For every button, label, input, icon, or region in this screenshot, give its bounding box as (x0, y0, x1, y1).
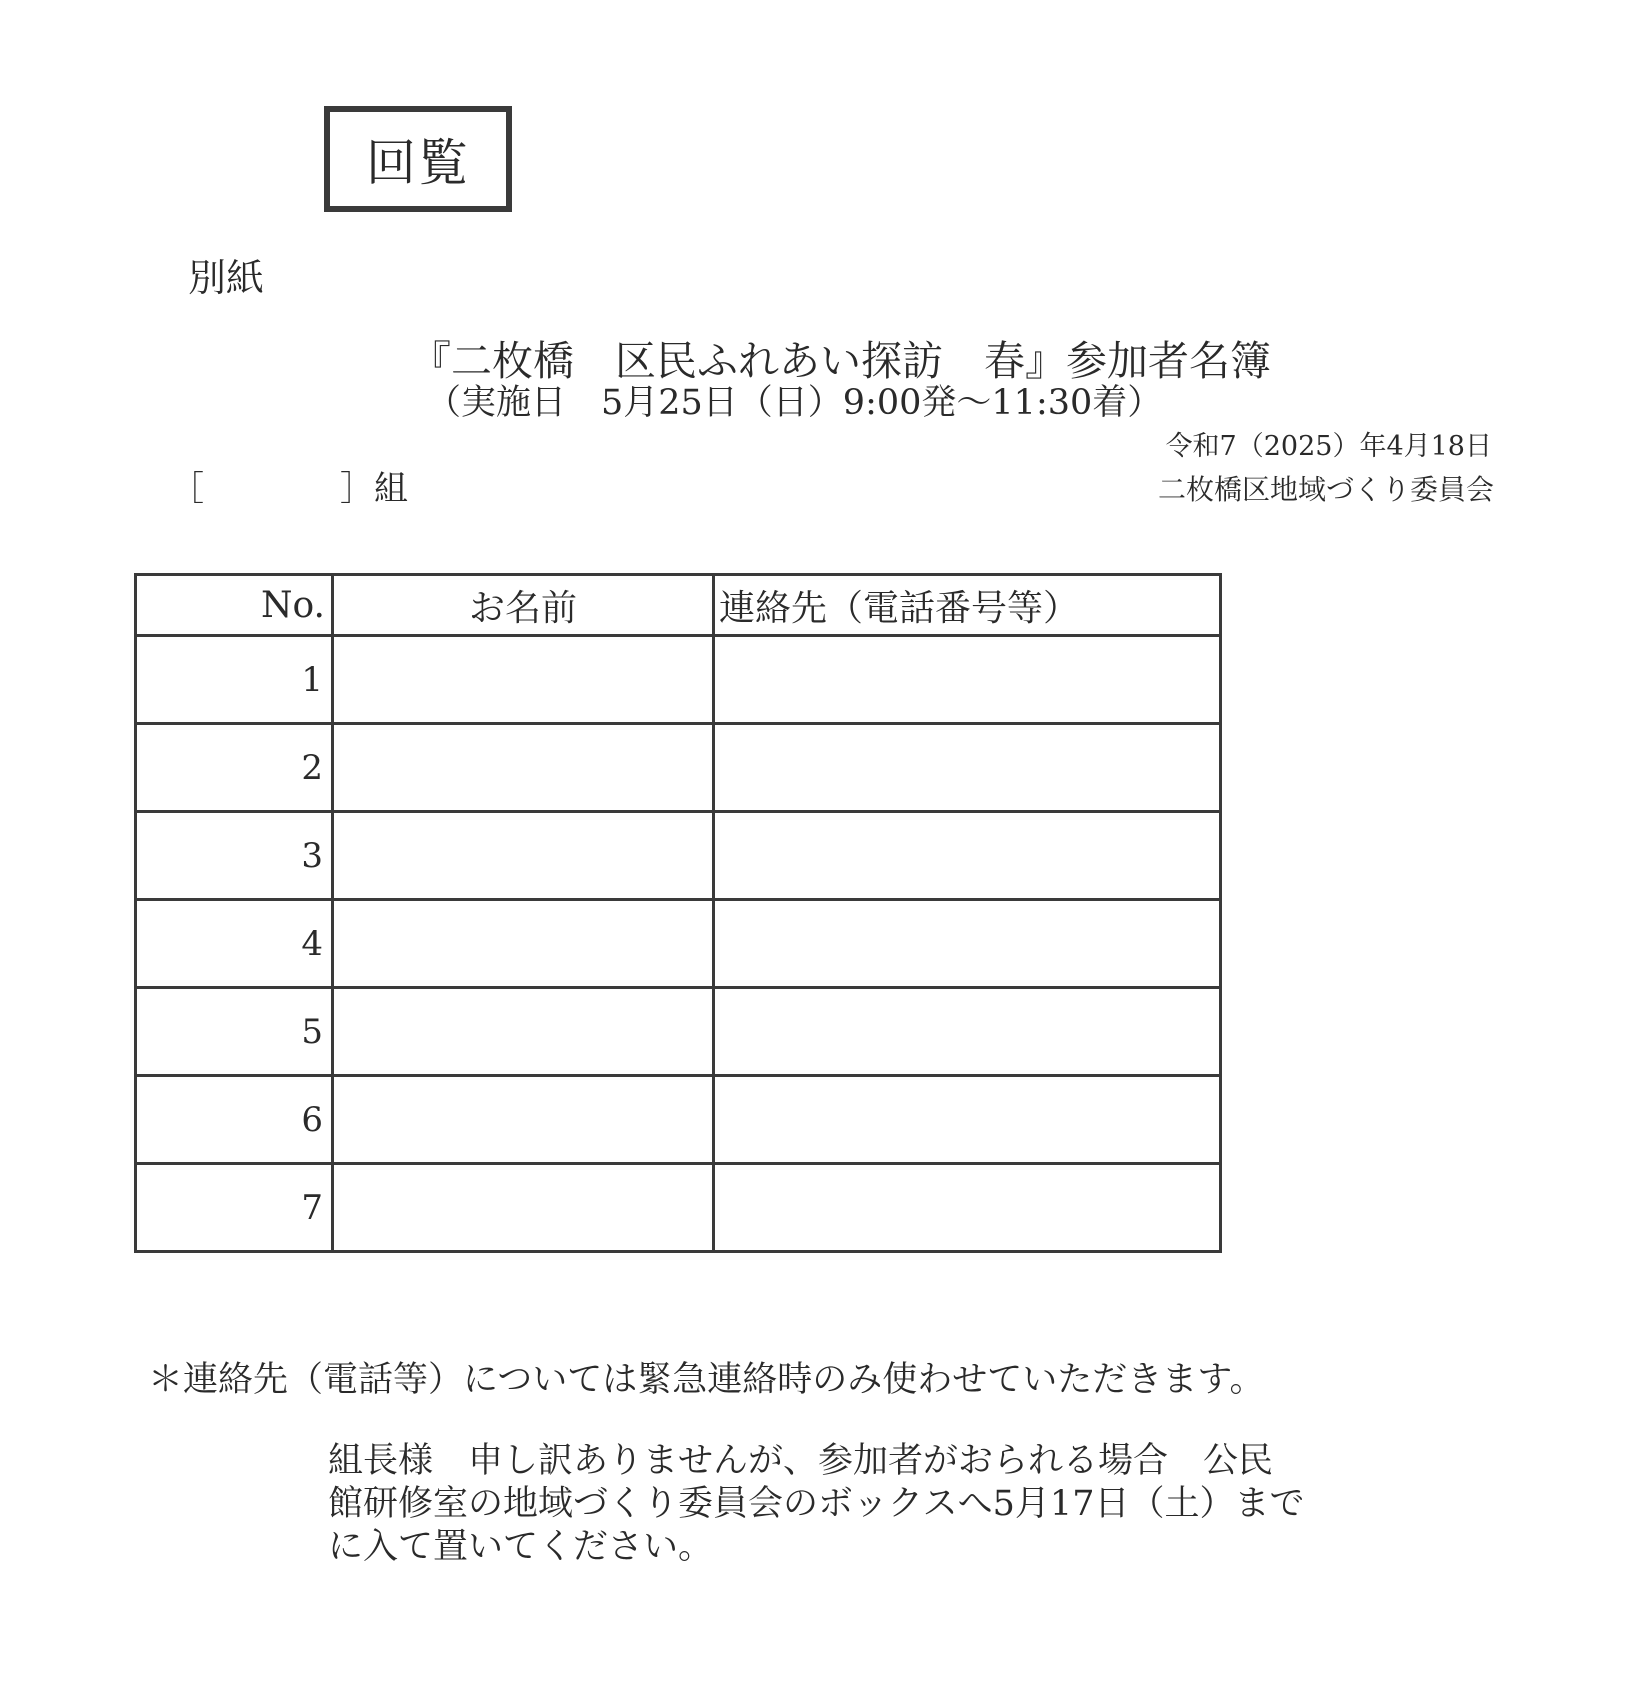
table-row (136, 1164, 1221, 1252)
attachment-label: 別紙 (188, 256, 265, 300)
contact-cell[interactable] (714, 724, 1221, 812)
request-line: 館研修室の地域づくり委員会のボックスへ5月17日（土）まで (328, 1484, 1305, 1524)
kairan-stamp-text: 回覧 (366, 134, 470, 192)
row-number: 6 (136, 1076, 333, 1164)
name-cell[interactable] (333, 900, 714, 988)
table-row (136, 988, 1221, 1076)
issue-date: 令和7（2025）年4月18日 (1165, 431, 1492, 462)
name-cell[interactable] (333, 1164, 714, 1252)
event-schedule: （実施日 5月25日（日）9:00発～11:30着） (426, 383, 1163, 423)
kairan-stamp-box (324, 106, 512, 212)
header-contact: 連絡先（電話番号等） (714, 575, 1221, 636)
name-cell[interactable] (333, 636, 714, 724)
request-line: に入て置いてください。 (328, 1527, 714, 1567)
name-cell[interactable] (333, 812, 714, 900)
contact-cell[interactable] (714, 988, 1221, 1076)
row-number: 2 (136, 724, 333, 812)
table-row (136, 636, 1221, 724)
participant-roster-table (134, 573, 1222, 1253)
name-cell[interactable] (333, 1076, 714, 1164)
row-number: 1 (136, 636, 333, 724)
row-number: 7 (136, 1164, 333, 1252)
contact-cell[interactable] (714, 900, 1221, 988)
table-row (136, 724, 1221, 812)
table-row (136, 900, 1221, 988)
row-number: 5 (136, 988, 333, 1076)
document-title: 『二枚橋 区民ふれあい探訪 春』参加者名簿 (410, 337, 1271, 385)
header-name: お名前 (333, 575, 714, 636)
organization-name: 二枚橋区地域づくり委員会 (1157, 473, 1494, 506)
table-row (136, 1076, 1221, 1164)
row-number: 4 (136, 900, 333, 988)
name-cell[interactable] (333, 724, 714, 812)
name-cell[interactable] (333, 988, 714, 1076)
contact-cell[interactable] (714, 1164, 1221, 1252)
contact-cell[interactable] (714, 636, 1221, 724)
contact-cell[interactable] (714, 1076, 1221, 1164)
header-no: No. (136, 575, 333, 636)
privacy-note: ＊連絡先（電話等）については緊急連絡時のみ使わせていただきます。 (148, 1360, 1265, 1400)
contact-cell[interactable] (714, 812, 1221, 900)
submission-request (328, 1440, 1318, 1569)
table-row (136, 812, 1221, 900)
group-field: ［ ］組 (170, 469, 408, 509)
table-header-row (136, 575, 1221, 636)
row-number: 3 (136, 812, 333, 900)
request-line: 組長様 申し訳ありませんが、参加者がおられる場合 公民 (328, 1441, 1274, 1481)
